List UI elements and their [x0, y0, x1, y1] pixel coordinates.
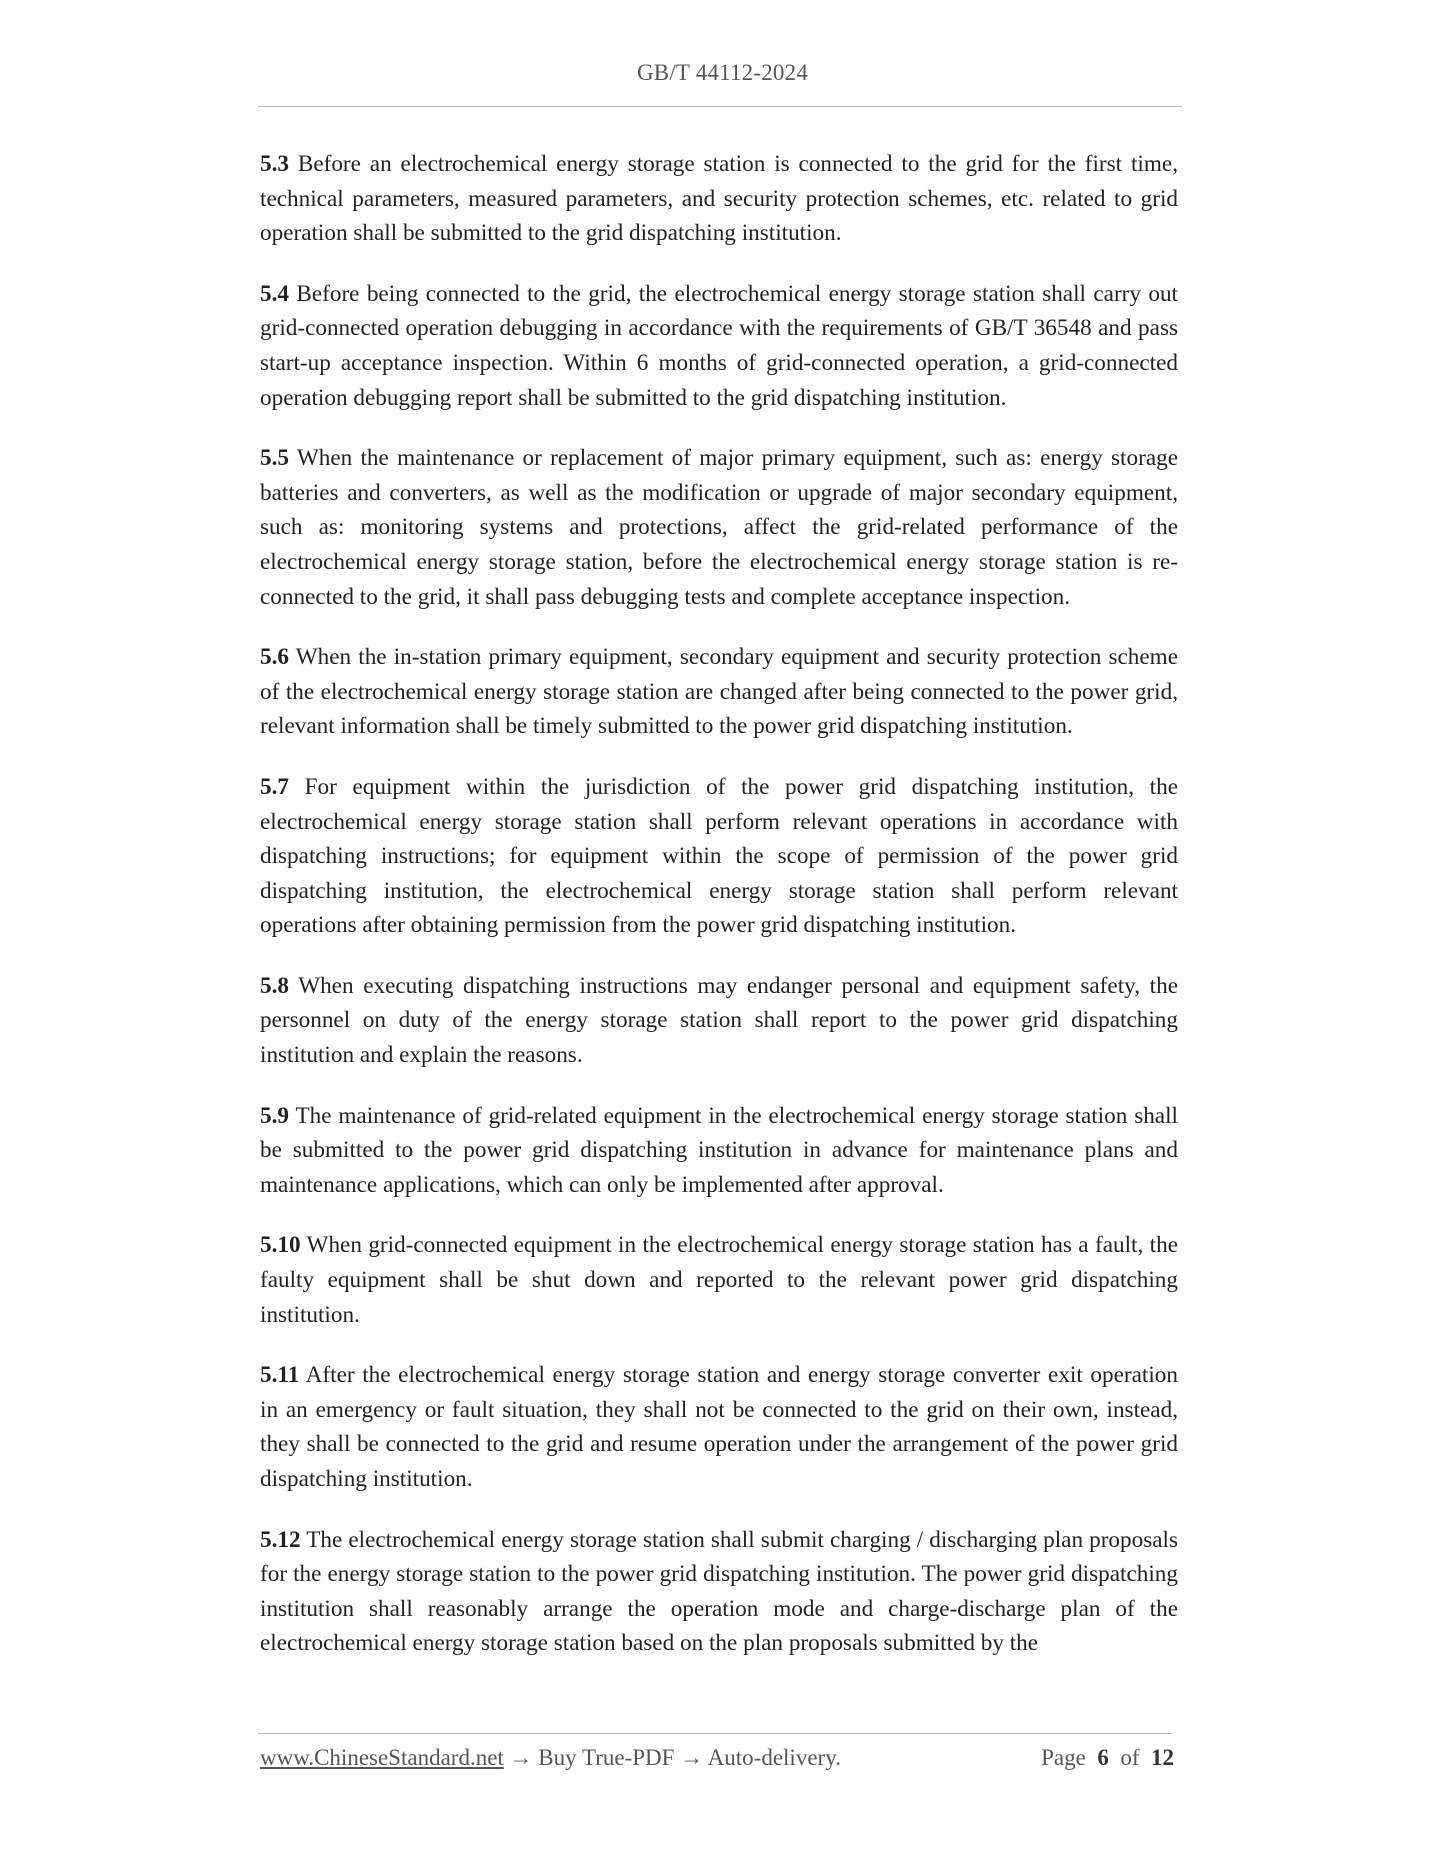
- arrow-right-icon: →: [674, 1745, 708, 1770]
- header-divider: [258, 106, 1182, 107]
- arrow-right-icon: →: [503, 1745, 539, 1770]
- current-page-number: 6: [1097, 1745, 1109, 1770]
- document-body: [260, 147, 1178, 1687]
- clause-number: 5.6: [260, 644, 289, 671]
- clause-number: 5.12: [260, 1526, 301, 1553]
- footer-links: [260, 1745, 841, 1771]
- clause-text: When the maintenance or replacement of major primary equipment, such as: energy storage batteries and converters, as well as the modification or upgrade of major secondary equipment, such as: monitoring systems and protections, affect the grid-related performance of the electrochemical energy storage station, before the electrochemical energy storage station is re-connected to the grid, it shall pass debugging tests and complete acceptance inspection.: [260, 445, 1178, 610]
- page-indicator: [1041, 1745, 1174, 1771]
- page-label: Page: [1041, 1745, 1086, 1770]
- clause-text: The maintenance of grid-related equipment in the electrochemical energy storage station shall be submitted to the power grid dispatching institution in advance for maintenance plans and maintenance applications, which can only be implemented after approval.: [260, 1102, 1178, 1198]
- clause-number: 5.3: [260, 151, 289, 177]
- clause-5-3: [260, 147, 1178, 251]
- footer-divider: [258, 1733, 1172, 1734]
- clause-text: After the electrochemical energy storage station and energy storage converter exit operation in an emergency or fault situation, they shall not be connected to the grid on their own, instead, they shall be connected to the grid and resume operation under the arrangement of the power grid dispatching institution.: [260, 1362, 1178, 1492]
- clause-text: The electrochemical energy storage station shall submit charging / discharging plan proposals for the energy storage station to the power grid dispatching institution. The power grid dispatching institution shall reasonably arrange the operation mode and charge-discharge plan of the electrochemical energy storage station based on the plan proposals submitted by the: [260, 1526, 1178, 1657]
- clause-5-5: [260, 441, 1178, 614]
- site-link[interactable]: www.ChineseStandard.net: [260, 1745, 504, 1770]
- clause-5-11: [260, 1358, 1178, 1496]
- clause-5-4: [260, 277, 1178, 415]
- clause-number: 5.5: [260, 445, 289, 472]
- total-pages-number: 12: [1151, 1745, 1174, 1770]
- document-code-header: GB/T 44112-2024: [636, 60, 809, 85]
- clause-number: 5.4: [260, 280, 289, 307]
- buy-pdf-text: Buy True-PDF: [538, 1745, 675, 1770]
- auto-delivery-text: Auto-delivery.: [707, 1745, 841, 1770]
- clause-5-9: [260, 1099, 1178, 1203]
- clause-number: 5.8: [260, 972, 289, 999]
- page-of-label: of: [1120, 1745, 1140, 1770]
- clause-text: When grid-connected equipment in the electrochemical energy storage station has a fault, the faulty equipment shall be shut down and reported to the relevant power grid dispatching institution.: [260, 1232, 1178, 1328]
- clause-text: When executing dispatching instructions may endanger personal and equipment safety, the personnel on duty of the energy storage station shall report to the power grid dispatching institution and explain the reasons.: [260, 972, 1178, 1069]
- clause-5-6: [260, 640, 1178, 744]
- clause-text: When the in-station primary equipment, secondary equipment and security protection scheme of the electrochemical energy storage station are changed after being connected to the power grid, relevant information shall be timely submitted to the power grid dispatching institution.: [260, 644, 1178, 740]
- clause-number: 5.7: [260, 773, 289, 800]
- clause-text: For equipment within the jurisdiction of the power grid dispatching institution, the electrochemical energy storage station shall perform relevant operations in accordance with dispatching instructions; for equipment within the scope of permission of the power grid dispatching institution, the electrochemical energy storage station shall perform relevant operations after obtaining permission from the power grid dispatching institution.: [260, 773, 1178, 939]
- clause-5-12: [260, 1523, 1178, 1661]
- clause-text: Before being connected to the grid, the electrochemical energy storage station shall carry out grid-connected operation debugging in accordance with the requirements of GB/T 36548 and pass start-up acceptance inspection. Within 6 months of grid-connected operation, a grid-connected operation debugging report shall be submitted to the grid dispatching institution.: [260, 280, 1178, 411]
- clause-text: Before an electrochemical energy storage station is connected to the grid for the first time, technical parameters, measured parameters, and security protection schemes, etc. related to grid operation shall be submitted to the grid dispatching institution.: [260, 151, 1178, 247]
- clause-5-10: [260, 1228, 1178, 1332]
- clause-number: 5.10: [260, 1232, 301, 1259]
- page-footer: [260, 1745, 1174, 1781]
- clause-5-7: [260, 770, 1178, 943]
- clause-number: 5.9: [260, 1102, 289, 1129]
- clause-5-8: [260, 969, 1178, 1073]
- clause-number: 5.11: [260, 1362, 300, 1389]
